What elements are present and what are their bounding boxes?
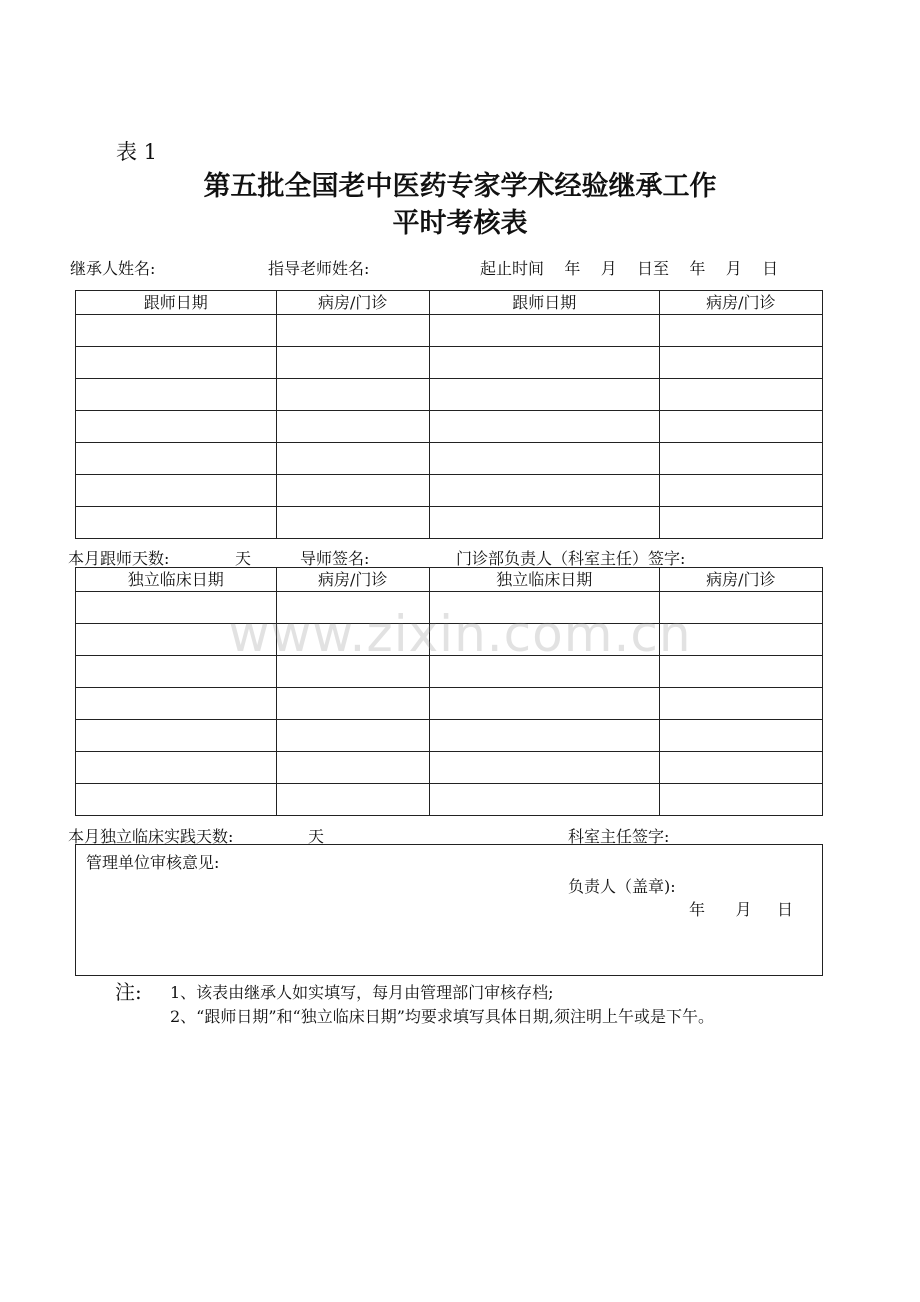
review-box[interactable]	[75, 844, 823, 976]
table-cell[interactable]	[276, 475, 429, 507]
watermark: www.zixin.com.cn	[228, 605, 692, 663]
table-cell[interactable]	[76, 411, 277, 443]
table-cell[interactable]	[276, 784, 429, 816]
table-row	[76, 315, 823, 347]
table-cell[interactable]	[276, 347, 429, 379]
table-cell[interactable]	[429, 752, 659, 784]
header-ward-clinic: 病房/门诊	[276, 291, 429, 315]
table-cell[interactable]	[429, 315, 659, 347]
table-cell[interactable]	[276, 315, 429, 347]
table-row	[76, 443, 823, 475]
table-row	[76, 379, 823, 411]
table-cell[interactable]	[276, 752, 429, 784]
table-cell[interactable]	[76, 507, 277, 539]
header-mentor-date: 跟师日期	[429, 291, 659, 315]
table-cell[interactable]	[659, 475, 822, 507]
table-cell[interactable]	[276, 411, 429, 443]
table-cell[interactable]	[659, 315, 822, 347]
table-cell[interactable]	[276, 688, 429, 720]
header-ward-clinic: 病房/门诊	[659, 568, 822, 592]
table-cell[interactable]	[276, 443, 429, 475]
table-cell[interactable]	[76, 752, 277, 784]
mentor-attendance-table	[75, 290, 823, 539]
table-cell[interactable]	[659, 443, 822, 475]
table-row	[76, 347, 823, 379]
review-opinion-label: 管理单位审核意见:	[86, 853, 220, 872]
table-cell[interactable]	[76, 784, 277, 816]
responsible-seal-label: 负责人（盖章):	[568, 877, 676, 896]
table-cell[interactable]	[76, 379, 277, 411]
mentor-name-label: 指导老师姓名:	[268, 259, 370, 278]
table-row	[76, 720, 823, 752]
note-mark: 注:	[115, 980, 142, 1004]
table-cell[interactable]	[276, 379, 429, 411]
table-header-row	[76, 291, 823, 315]
table-cell[interactable]	[276, 720, 429, 752]
independent-days-label: 本月独立临床实践天数:	[68, 827, 234, 846]
header-mentor-date: 跟师日期	[76, 291, 277, 315]
table-cell[interactable]	[76, 688, 277, 720]
table-cell[interactable]	[659, 507, 822, 539]
header-independent-date: 独立临床日期	[429, 568, 659, 592]
dept-head-signature-label: 门诊部负责人（科室主任）签字:	[456, 549, 686, 568]
table-cell[interactable]	[429, 443, 659, 475]
table-cell[interactable]	[429, 720, 659, 752]
table-cell[interactable]	[276, 507, 429, 539]
heir-name-label: 继承人姓名:	[70, 259, 156, 278]
mentor-signature-label: 导师签名:	[300, 549, 370, 568]
table-header-row	[76, 568, 823, 592]
document-title-line2: 平时考核表	[392, 208, 528, 239]
table-row	[76, 507, 823, 539]
table-cell[interactable]	[429, 507, 659, 539]
table-row	[76, 752, 823, 784]
table-cell[interactable]	[76, 475, 277, 507]
table-cell[interactable]	[659, 752, 822, 784]
table-cell[interactable]	[659, 411, 822, 443]
table-cell[interactable]	[659, 347, 822, 379]
table-cell[interactable]	[429, 475, 659, 507]
mentor-days-label: 本月跟师天数:	[68, 549, 170, 568]
table-cell[interactable]	[76, 443, 277, 475]
header-ward-clinic: 病房/门诊	[276, 568, 429, 592]
table-cell[interactable]	[429, 784, 659, 816]
table-cell[interactable]	[429, 411, 659, 443]
header-ward-clinic: 病房/门诊	[659, 291, 822, 315]
table-cell[interactable]	[659, 379, 822, 411]
document-title-line1: 第五批全国老中医药专家学术经验继承工作	[203, 171, 717, 202]
table-row	[76, 784, 823, 816]
header-independent-date: 独立临床日期	[76, 568, 277, 592]
note-line-2: 2、“跟师日期”和“独立临床日期”均要求填写具体日期,须注明上午或是下午。	[170, 1007, 714, 1026]
table-cell[interactable]	[659, 720, 822, 752]
note-line-1: 1、该表由继承人如实填写，每月由管理部门审核存档;	[170, 983, 554, 1002]
table-cell[interactable]	[76, 315, 277, 347]
table-cell[interactable]	[76, 347, 277, 379]
review-date-label: 年 月 日	[689, 900, 793, 919]
table-cell[interactable]	[429, 379, 659, 411]
table-number-label: 表 1	[116, 140, 158, 164]
table-cell[interactable]	[76, 720, 277, 752]
table-row	[76, 475, 823, 507]
period-label: 起止时间 年 月 日至 年 月 日	[480, 259, 779, 278]
table-cell[interactable]	[429, 347, 659, 379]
director-signature-label: 科室主任签字:	[568, 827, 670, 846]
table-row	[76, 688, 823, 720]
table-cell[interactable]	[659, 784, 822, 816]
table-row	[76, 411, 823, 443]
table-cell[interactable]	[429, 688, 659, 720]
mentor-days-unit: 天	[235, 549, 252, 568]
independent-days-unit: 天	[308, 827, 325, 846]
table-cell[interactable]	[659, 688, 822, 720]
